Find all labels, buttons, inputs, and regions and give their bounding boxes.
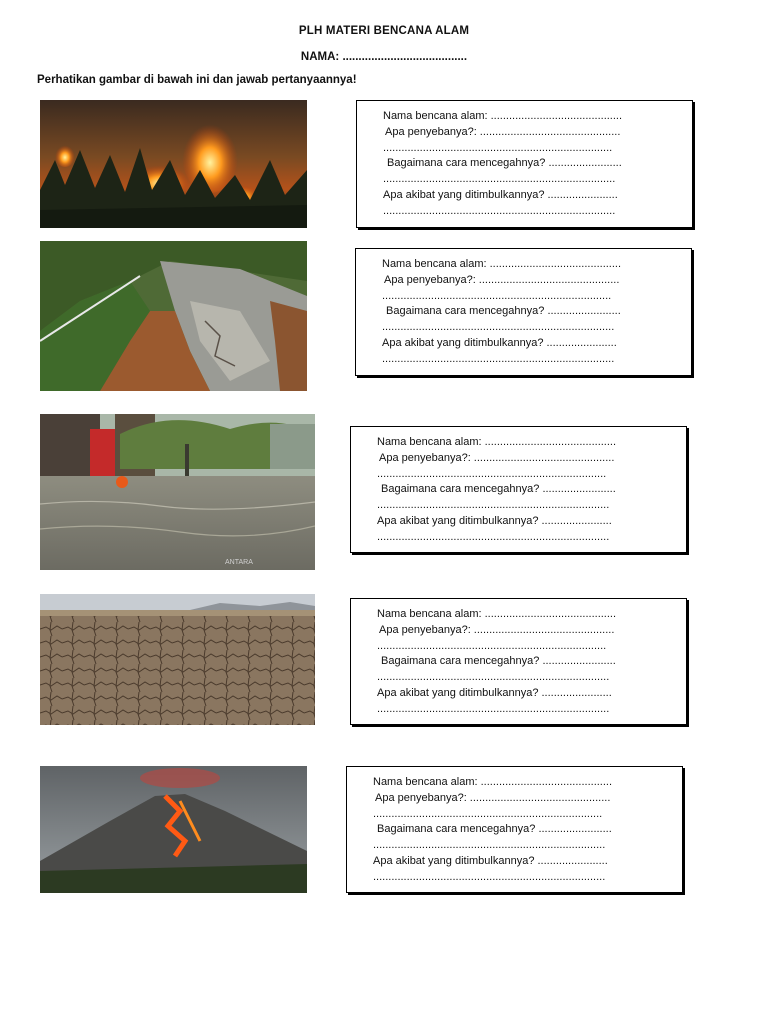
page-title: PLH MATERI BENCANA ALAM bbox=[298, 25, 470, 37]
disaster-name-line: Nama bencana alam: ........................................... bbox=[377, 436, 617, 448]
answer-dots-line: ........................................................................... bbox=[383, 141, 613, 154]
answer-dots-line: ........................................................................... bbox=[377, 467, 607, 480]
impact-line: Apa akibat yang ditimbulkannya? ....................... bbox=[373, 854, 608, 867]
cause-line: Apa penyebanya?: .............................................. bbox=[379, 623, 615, 636]
name-field-line: NAMA: ....................................... bbox=[300, 51, 468, 63]
answer-dots-line: ........................................................................... bbox=[373, 807, 603, 820]
impact-line: Apa akibat yang ditimbulkannya? ....................... bbox=[377, 686, 612, 699]
question-box-3 bbox=[350, 426, 687, 553]
disaster-name-line: Nama bencana alam: ........................................... bbox=[373, 776, 613, 788]
cause-line: Apa penyebanya?: .............................................. bbox=[375, 791, 611, 804]
answer-dots-line: ............................................................................ bbox=[377, 671, 610, 684]
question-box-1 bbox=[356, 100, 693, 228]
answer-dots-line: ............................................................................ bbox=[382, 352, 615, 365]
impact-line: Apa akibat yang ditimbulkannya? ....................... bbox=[377, 514, 612, 527]
disaster-name-line: Nama bencana alam: ........................................... bbox=[383, 110, 623, 122]
answer-dots-line: ............................................................................ bbox=[373, 870, 606, 883]
cause-line: Apa penyebanya?: .............................................. bbox=[385, 125, 621, 138]
drought-photo bbox=[40, 594, 315, 725]
photo-watermark: ANTARA bbox=[225, 559, 253, 566]
question-box-5 bbox=[346, 766, 683, 893]
disaster-name-line: Nama bencana alam: ........................................... bbox=[377, 608, 617, 620]
impact-line: Apa akibat yang ditimbulkannya? ....................... bbox=[382, 336, 617, 349]
question-box-4 bbox=[350, 598, 687, 725]
cause-line: Apa penyebanya?: .............................................. bbox=[384, 273, 620, 286]
prevention-line: Bagaimana cara mencegahnya? ........................ bbox=[381, 655, 616, 668]
prevention-line: Bagaimana cara mencegahnya? ........................ bbox=[386, 305, 621, 318]
answer-dots-line: ............................................................................ bbox=[377, 702, 610, 715]
flood-photo bbox=[40, 414, 315, 570]
prevention-line: Bagaimana cara mencegahnya? ........................ bbox=[377, 823, 612, 836]
landslide-photo bbox=[40, 241, 307, 391]
answer-dots-line: ............................................................................ bbox=[383, 204, 616, 217]
answer-dots-line: ............................................................................ bbox=[383, 173, 616, 186]
forest-fire-photo bbox=[40, 100, 307, 228]
question-box-2 bbox=[355, 248, 692, 376]
instruction-text: Perhatikan gambar di bawah ini dan jawab pertanyaannya! bbox=[37, 74, 357, 86]
answer-dots-line: ........................................................................... bbox=[377, 639, 607, 652]
volcano-eruption-photo bbox=[40, 766, 307, 893]
prevention-line: Bagaimana cara mencegahnya? ........................ bbox=[381, 483, 616, 496]
answer-dots-line: ........................................................................... bbox=[382, 289, 612, 302]
impact-line: Apa akibat yang ditimbulkannya? ....................... bbox=[383, 188, 618, 201]
answer-dots-line: ............................................................................ bbox=[382, 321, 615, 334]
disaster-name-line: Nama bencana alam: ........................................... bbox=[382, 258, 622, 270]
answer-dots-line: ............................................................................ bbox=[373, 839, 606, 852]
answer-dots-line: ............................................................................ bbox=[377, 530, 610, 543]
answer-dots-line: ............................................................................ bbox=[377, 499, 610, 512]
prevention-line: Bagaimana cara mencegahnya? ........................ bbox=[387, 157, 622, 170]
cause-line: Apa penyebanya?: .............................................. bbox=[379, 451, 615, 464]
